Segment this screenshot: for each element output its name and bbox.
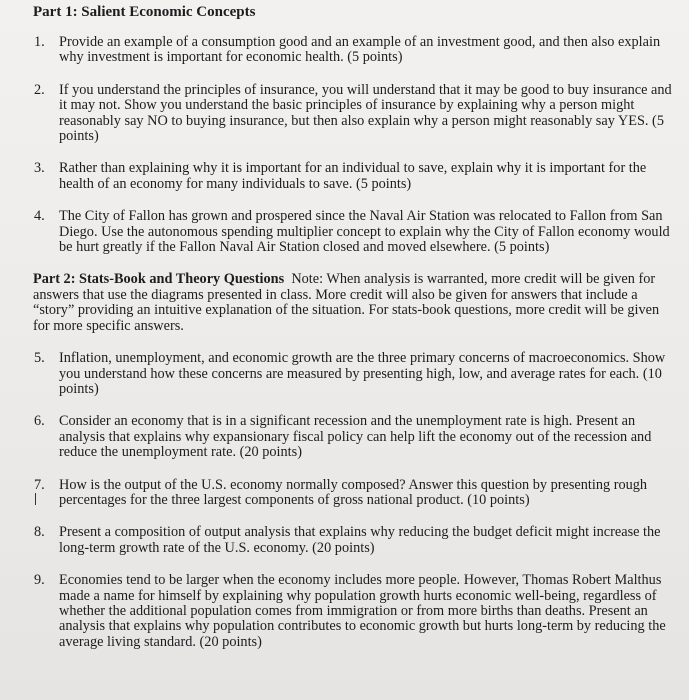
question-number: 3. <box>34 160 45 177</box>
question-text: Economies tend to be larger when the economy includes more people. However, Thomas Robert Malthus made a name for himself by explaining why population growth hurts economic well-being, regardless of whether the additional population comes from immigration or from more births than deaths. Present an analysis that explains why population contributes to economic growth but hurts long-term by reducing the average living standard. (20 points) <box>59 572 666 650</box>
question-number: 4. <box>34 208 45 225</box>
question-item <box>33 83 679 145</box>
question-number: 9. <box>34 572 45 589</box>
question-text: The City of Fallon has grown and prospered since the Naval Air Station was relocated to Fallon from San Diego. Use the autonomous spending multiplier concept to explain why the City of Fallon economy would be hurt greatly if the Fallon Naval Air Station closed and moved elsewhere. (5 points) <box>59 208 670 256</box>
part2-intro <box>33 272 679 334</box>
question-item <box>33 351 679 397</box>
question-text: Rather than explaining why it is important for an individual to save, explain why it is important for the health of an economy for many individuals to save. (5 points) <box>59 160 647 192</box>
question-text: Present a composition of output analysis that explains why reducing the budget deficit might increase the long-term growth rate of the U.S. economy. (20 points) <box>59 524 661 556</box>
part2-question-list <box>33 351 679 650</box>
part2-note: Note: When analysis is warranted, more credit will be given for answers that use the diagrams presented in class. More credit will also be given for answers that include a “story” providing an intuitive explanation of the situation. For stats-book questions, more credit will be given for more specific answers. <box>33 271 660 334</box>
question-item <box>33 161 679 192</box>
question-number: 6. <box>34 413 45 430</box>
question-number: 2. <box>34 81 45 98</box>
question-item <box>33 35 679 66</box>
part1-title: Part 1: Salient Economic Concepts <box>33 4 256 20</box>
question-text: Inflation, unemployment, and economic growth are the three primary concerns of macroeconomics. Show you understand how these concerns are measured by presenting high, low, and average rates for each. (10 points) <box>59 350 666 397</box>
question-text: Provide an example of a consumption good and an example of an investment good, and then also explain why investment is important for economic health. (5 points) <box>59 34 661 66</box>
question-item <box>33 414 679 460</box>
question-number: 5. <box>34 350 45 367</box>
question-text: If you understand the principles of insurance, you will understand that it may be good to buy insurance and it may not. Show you understand the basic principles of insurance by explaining why a person might reasonably say NO to buying insurance, but then also explain why a person might reasonably say YES. (5 points) <box>59 81 672 145</box>
question-number: 8. <box>34 524 45 541</box>
question-number: 7. <box>34 476 45 493</box>
text-cursor-mark <box>35 493 36 505</box>
question-item <box>33 478 679 509</box>
question-number: 1. <box>34 34 45 50</box>
question-item <box>33 209 679 255</box>
part1-question-list <box>33 35 679 255</box>
question-item <box>33 573 679 650</box>
question-text: How is the output of the U.S. economy normally composed? Answer this question by presenting rough percentages for the three largest components of gross national product. (10 points) <box>59 476 648 508</box>
part2-title: Part 2: Stats-Book and Theory Questions <box>33 271 285 288</box>
question-text: Consider an economy that is in a significant recession and the unemployment rate is high. Present an analysis that explains why expansionary fiscal policy can help lift the economy out of the recession and reduce the unemployment rate. (20 points) <box>59 413 652 461</box>
question-item <box>33 525 679 556</box>
